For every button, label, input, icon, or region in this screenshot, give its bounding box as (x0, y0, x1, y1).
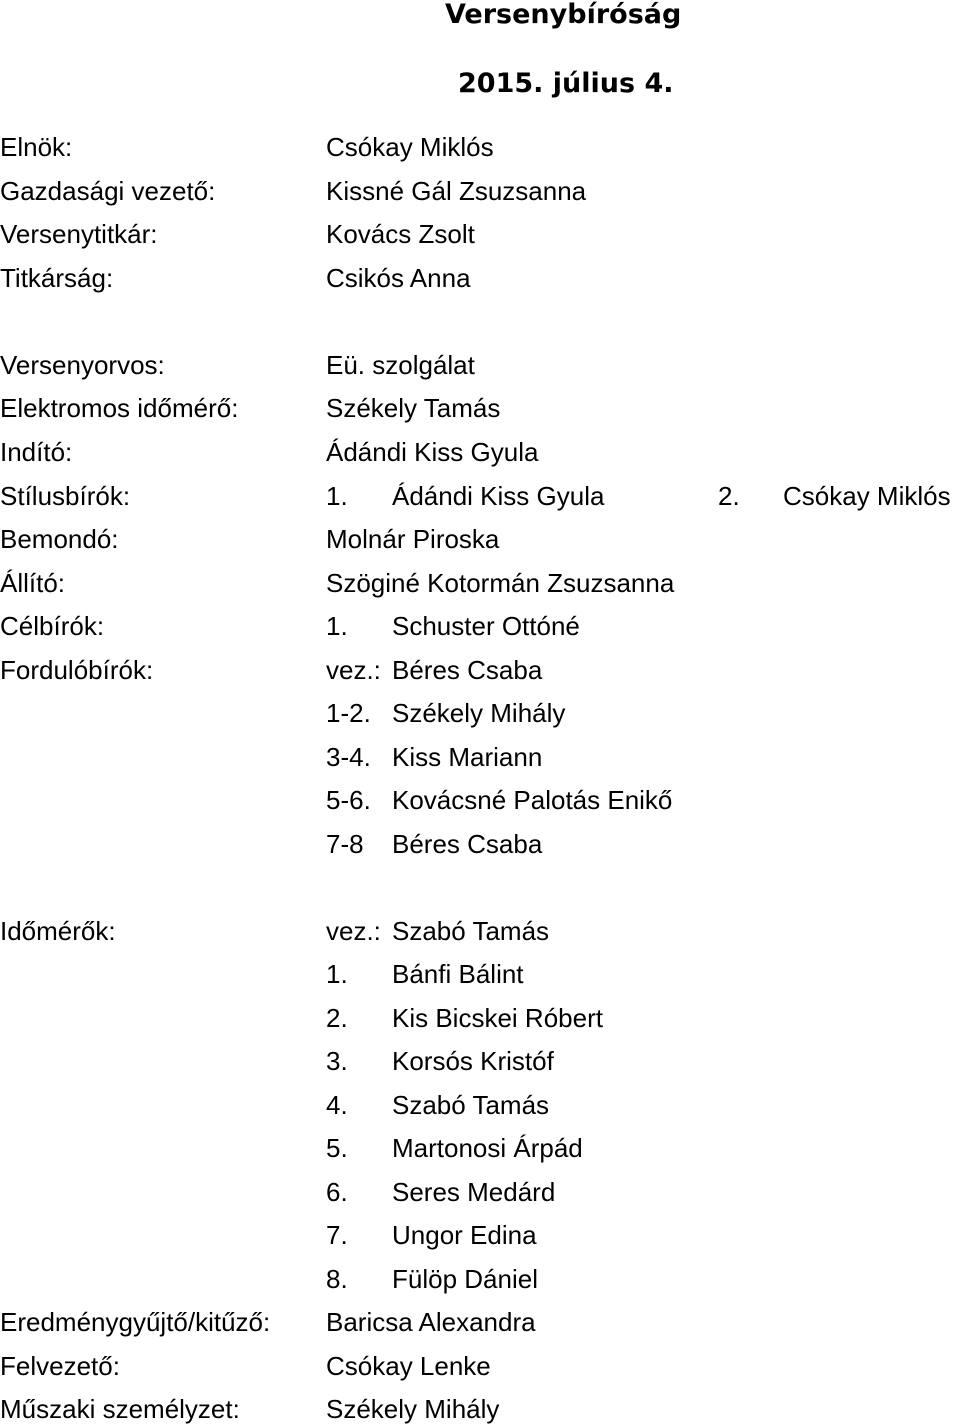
person-name: Seres Medárd (392, 1177, 556, 1207)
turn-judges-lead-row (0, 651, 960, 689)
person-name: Kis Bicskei Róbert (392, 1003, 603, 1033)
document-title: Versenybíróság (445, 0, 682, 30)
person-name: Csókay Lenke (326, 1351, 491, 1381)
style-judges-row (0, 477, 960, 515)
person-name: Fülöp Dániel (392, 1264, 538, 1294)
role-label: Műszaki személyzet: (0, 1394, 240, 1424)
person-name: Szöginé Kotormán Zsuzsanna (326, 568, 675, 598)
role-label: Elektromos időmérő: (0, 393, 239, 423)
official-row-secretary (0, 215, 960, 253)
person-name: Martonosi Árpád (392, 1133, 583, 1163)
official-row-results (0, 1303, 960, 1341)
role-label: Eredménygyűjtő/kitűző: (0, 1307, 271, 1337)
list-item (0, 738, 960, 776)
entry-number: 7. (326, 1220, 348, 1250)
person-name: Béres Csaba (392, 655, 543, 685)
official-row-office (0, 259, 960, 297)
role-label: Indító: (0, 437, 73, 467)
official-row-technical (0, 1390, 960, 1428)
entry-number: 2. (326, 1003, 348, 1033)
role-label: Stílusbírók: (0, 481, 131, 511)
person-name: Kovácsné Palotás Enikő (392, 785, 673, 815)
entry-number: 5-6. (326, 785, 371, 815)
person-name: Szabó Tamás (392, 1090, 550, 1120)
entry-number: 6. (326, 1177, 348, 1207)
role-label: Fordulóbírók: (0, 655, 154, 685)
role-label: Felvezető: (0, 1351, 120, 1381)
person-name: Béres Csaba (392, 829, 543, 859)
role-label: Állító: (0, 568, 66, 598)
entry-number: 5. (326, 1133, 348, 1163)
list-item (0, 825, 960, 863)
list-item (0, 1042, 960, 1080)
person-name: Ungor Edina (392, 1220, 537, 1250)
person-name: Bánfi Bálint (392, 959, 524, 989)
official-row-marshal (0, 1347, 960, 1385)
list-item (0, 999, 960, 1037)
list-item (0, 694, 960, 732)
list-item (0, 1086, 960, 1124)
role-label: Bemondó: (0, 524, 119, 554)
entry-number: 8. (326, 1264, 348, 1294)
person-name: Székely Tamás (326, 393, 501, 423)
list-item (0, 1216, 960, 1254)
official-row-president (0, 128, 960, 166)
official-row-electronic-timer (0, 389, 960, 427)
person-name: Kovács Zsolt (326, 219, 475, 249)
entry-number: 7-8 (326, 829, 364, 859)
list-item (0, 1260, 960, 1298)
official-row-finance (0, 172, 960, 210)
person-name: Csókay Miklós (783, 481, 951, 511)
entry-number: 1. (326, 481, 348, 511)
person-name: Székely Mihály (392, 698, 566, 728)
person-name: Ádándi Kiss Gyula (326, 437, 539, 467)
person-name: Csikós Anna (326, 263, 471, 293)
person-name: Schuster Ottóné (392, 611, 580, 641)
role-label: Gazdasági vezető: (0, 176, 216, 206)
list-item (0, 1173, 960, 1211)
entry-number: 3. (326, 1046, 348, 1076)
person-name: Kiss Mariann (392, 742, 543, 772)
person-name: Korsós Kristóf (392, 1046, 554, 1076)
finish-judges-row (0, 607, 960, 645)
person-name: Ádándi Kiss Gyula (392, 481, 605, 511)
official-row-doctor (0, 346, 960, 384)
person-name: Csókay Miklós (326, 132, 494, 162)
person-name: Baricsa Alexandra (326, 1307, 536, 1337)
entry-number: 2. (718, 481, 740, 511)
announcer-row (0, 520, 960, 558)
entry-number: 1. (326, 959, 348, 989)
entry-number: vez.: (326, 916, 381, 946)
role-label: Versenytitkár: (0, 219, 158, 249)
person-name: Molnár Piroska (326, 524, 500, 554)
person-name: Szabó Tamás (392, 916, 550, 946)
person-name: Eü. szolgálat (326, 350, 475, 380)
role-label: Célbírók: (0, 611, 105, 641)
official-row-starter (0, 433, 960, 471)
list-item (0, 781, 960, 819)
person-name: Székely Mihály (326, 1394, 500, 1424)
role-label: Elnök: (0, 132, 73, 162)
role-label: Időmérők: (0, 916, 116, 946)
list-item (0, 1129, 960, 1167)
entry-number: 1-2. (326, 698, 371, 728)
entry-number: 1. (326, 611, 348, 641)
role-label: Titkárság: (0, 263, 114, 293)
list-item (0, 955, 960, 993)
person-name: Kissné Gál Zsuzsanna (326, 176, 587, 206)
document-date: 2015. július 4. (458, 68, 674, 99)
entry-number: 3-4. (326, 742, 371, 772)
entry-number: vez.: (326, 655, 381, 685)
timekeepers-lead-row (0, 912, 960, 950)
role-label: Versenyorvos: (0, 350, 165, 380)
entry-number: 4. (326, 1090, 348, 1120)
setter-row (0, 564, 960, 602)
